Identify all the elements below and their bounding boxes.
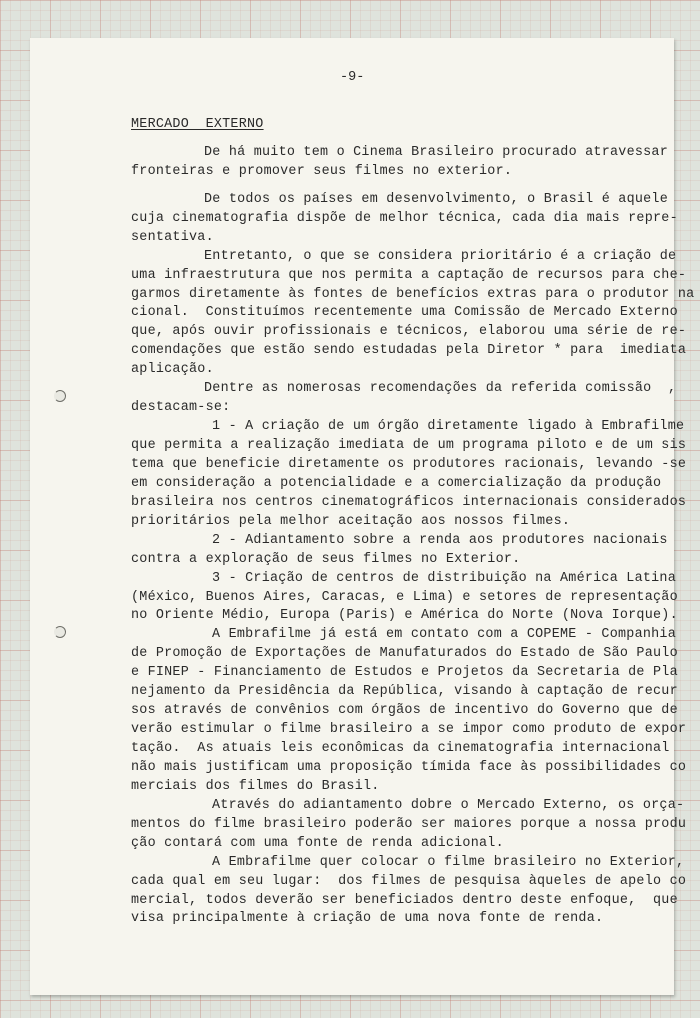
text-line: A Embrafilme quer colocar o filme brasileiro no Exterior, — [212, 854, 685, 870]
text-line: sentativa. — [131, 229, 214, 245]
text-line: Entretanto, o que se considera prioritário é a criação de — [204, 248, 677, 264]
text-line: fronteiras e promover seus filmes no exterior. — [131, 163, 513, 179]
text-line: garmos diretamente às fontes de benefícios extras para o produtor na — [131, 286, 695, 302]
text-line: mercial, todos deverão ser beneficiados dentro deste enfoque, que — [131, 892, 678, 908]
text-line: 3 - Criação de centros de distribuição na América Latina — [212, 570, 676, 586]
text-line: em consideração a potencialidade e a comercialização da produção — [131, 475, 662, 491]
text-line: que permita a realização imediata de um programa piloto e de um sis — [131, 438, 687, 453]
text-line: visa principalmente à criação de uma nova fonte de renda. — [131, 911, 604, 927]
section-heading: MERCADO EXTERNO — [131, 117, 264, 132]
text-line: 1 - A criação de um órgão diretamente ligado à Embrafilme — [212, 419, 685, 435]
text-line: brasileira nos centros cinematográficos internacionais considerados — [131, 494, 687, 510]
text-line: Através do adiantamento dobre o Mercado Externo, os orça- — [212, 797, 685, 813]
text-line: prioritários pela melhor aceitação aos nossos filmes. — [131, 513, 571, 529]
binder-hole-bottom — [54, 626, 66, 638]
text-line: comendações que estão sendo estudadas pela Diretor * para imediata — [131, 343, 687, 359]
document-body — [131, 116, 695, 929]
binder-hole-top — [54, 390, 66, 402]
text-line: destacam-se: — [131, 400, 231, 416]
text-line: não mais justificam uma proposição tímida face às possibilidades co — [131, 759, 687, 775]
text-line: que, após ouvir profissionais e técnicos, elaborou uma série de re- — [131, 324, 687, 340]
text-line: mentos do filme brasileiro poderão ser maiores porque a nossa produ — [131, 816, 687, 832]
text-line: merciais dos filmes do Brasil. — [131, 778, 380, 794]
page-number: -9- — [340, 70, 365, 85]
text-line: A Embrafilme já está em contato com a COPEME - Companhia — [212, 627, 676, 643]
text-line: verão estimular o filme brasileiro a se impor como produto de expor — [131, 722, 687, 738]
text-line: nejamento da Presidência da República, visando à captação de recur — [131, 684, 678, 700]
text-line: De há muito tem o Cinema Brasileiro procurado atravessar — [204, 144, 668, 160]
text-line: no Oriente Médio, Europa (Paris) e América do Norte (Nova Iorque). — [131, 608, 678, 624]
text-line: ção contará com uma fonte de renda adicional. — [131, 835, 504, 851]
text-line: aplicação. — [131, 362, 214, 378]
text-line: e FINEP - Financiamento de Estudos e Projetos da Secretaria de Pla — [131, 665, 678, 681]
text-line: tema que beneficie diretamente os produtores racionais, levando -se — [131, 456, 687, 472]
text-line: uma infraestrutura que nos permita a captação de recursos para che- — [131, 267, 687, 283]
text-line: (México, Buenos Aires, Caracas, e Lima) e setores de representação — [131, 589, 678, 605]
text-line: cada qual em seu lugar: dos filmes de pesquisa àqueles de apelo co — [131, 873, 687, 889]
text-line: cuja cinematografia dispõe de melhor técnica, cada dia mais repre- — [131, 210, 678, 226]
text-line: tação. As atuais leis econômicas da cinematografia internacional — [131, 741, 670, 756]
text-line: sos através de convênios com órgãos de incentivo do Governo que de — [131, 703, 678, 719]
text-line: 2 - Adiantamento sobre a renda aos produtores nacionais — [212, 532, 668, 548]
text-line: cional. Constituímos recentemente uma Comissão de Mercado Externo — [131, 305, 678, 321]
text-line: Dentre as nomerosas recomendações da referida comissão , — [204, 381, 677, 397]
text-line: De todos os países em desenvolvimento, o Brasil é aquele — [204, 191, 668, 207]
text-line: contra a exploração de seus filmes no Exterior. — [131, 551, 521, 567]
text-line: de Promoção de Exportações de Manufaturados do Estado de São Paulo — [131, 646, 678, 662]
